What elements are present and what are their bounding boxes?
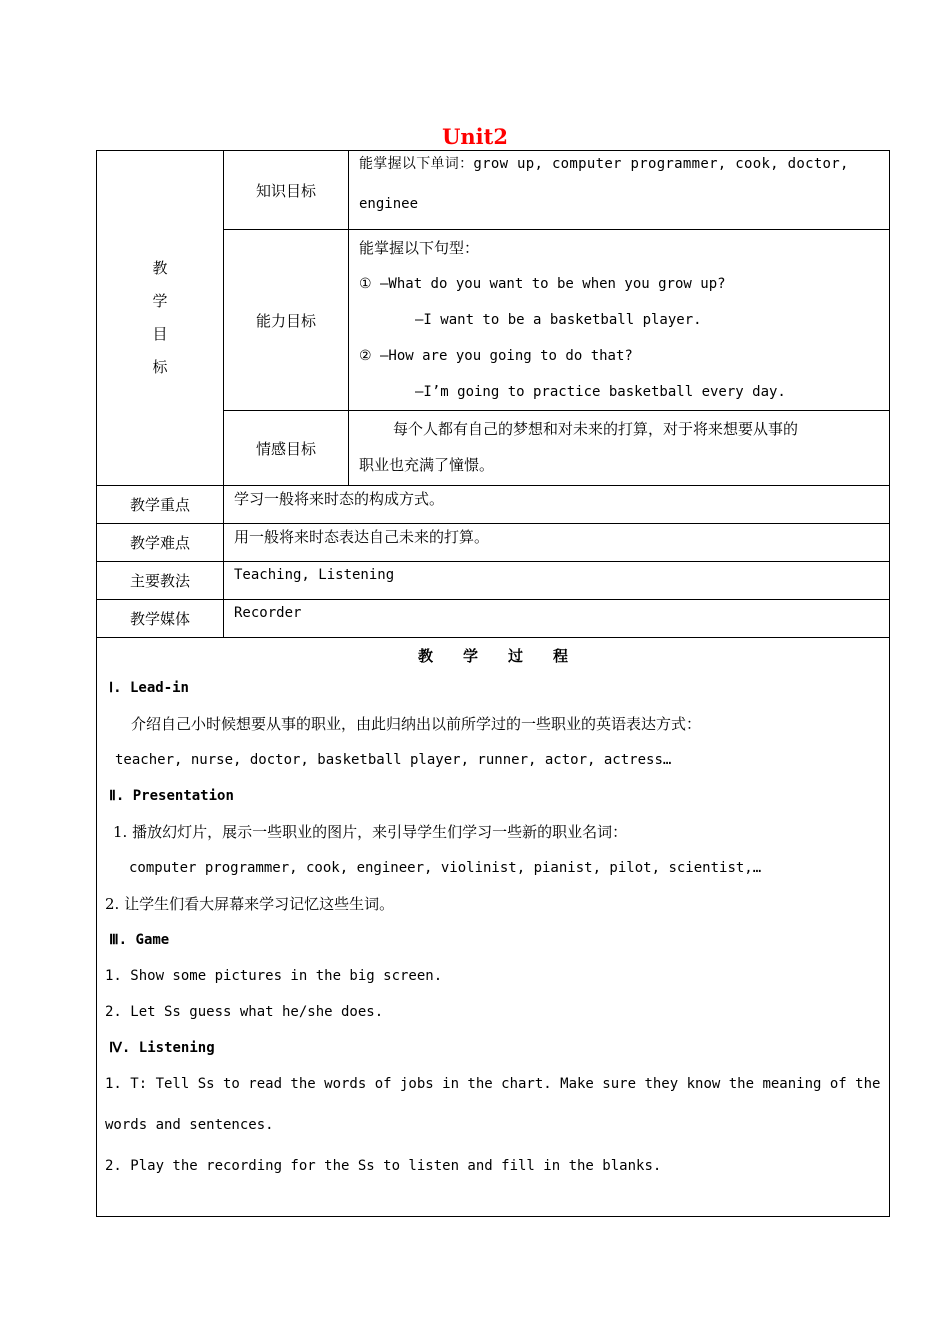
objective-row-knowledge	[97, 151, 890, 230]
section-presentation	[105, 778, 881, 922]
section-line: 介绍自己小时候想要从事的职业，由此归纳出以前所学过的一些职业的英语表达方式：	[131, 715, 702, 733]
info-label: 教学难点	[97, 524, 224, 562]
section-line: 2. Let Ss guess what he/she does.	[105, 1004, 384, 1020]
section-line: teacher, nurse, doctor, basketball player, runner, actor, actress…	[115, 752, 672, 768]
process-row	[97, 638, 890, 1217]
section-line: 2. Play the recording for the Ss to listen and fill in the blanks.	[105, 1158, 662, 1174]
section-line: 1. Show some pictures in the big screen.	[105, 968, 443, 984]
process-cell	[97, 638, 890, 1217]
lesson-plan-table	[96, 150, 890, 1217]
info-label: 教学重点	[97, 486, 224, 524]
ability-label: 能力目标	[224, 230, 349, 411]
document-title: Unit2	[442, 124, 508, 149]
info-row-difficulty	[97, 524, 890, 562]
section-line: words and sentences.	[105, 1117, 274, 1133]
emotion-content	[349, 411, 890, 486]
section-lead-in	[105, 670, 881, 778]
group-label-char: 学	[152, 292, 168, 310]
ability-line: —I’m going to practice basketball every day.	[415, 384, 786, 400]
ability-content	[349, 230, 890, 411]
section-heading: Ⅳ. Listening	[109, 1040, 215, 1056]
info-label: 教学媒体	[97, 600, 224, 638]
group-label-char: 目	[152, 325, 168, 343]
ability-line: 能掌握以下句型：	[359, 239, 480, 257]
ability-line: ① —What do you want to be when you grow up?	[359, 276, 726, 292]
ability-line: ② —How are you going to do that?	[359, 348, 633, 364]
section-heading: Ⅱ. Presentation	[109, 788, 234, 804]
section-line: computer programmer, cook, engineer, violinist, pianist, pilot, scientist,…	[129, 860, 762, 876]
emotion-label: 情感目标	[224, 411, 349, 486]
section-line: 1. T: Tell Ss to read the words of jobs in the chart. Make sure they know the meaning of the	[105, 1076, 881, 1092]
info-value: Recorder	[224, 600, 890, 638]
section-game	[105, 922, 881, 1030]
section-listening	[105, 1030, 881, 1184]
objectives-group-label	[97, 151, 224, 486]
section-heading: Ⅰ. Lead-in	[109, 680, 189, 696]
ability-line: —I want to be a basketball player.	[415, 312, 702, 328]
emotion-line: 每个人都有自己的梦想和对未来的打算，对于将来想要从事的	[393, 420, 799, 438]
emotion-line: 职业也充满了憧憬。	[359, 456, 495, 474]
knowledge-line: enginee	[359, 196, 419, 212]
knowledge-label: 知识目标	[224, 151, 349, 230]
group-label-char: 教	[152, 259, 168, 277]
process-heading: 教学过程	[417, 647, 598, 665]
info-value: Teaching, Listening	[224, 562, 890, 600]
info-value: 学习一般将来时态的构成方式。	[224, 486, 890, 524]
section-line: 1. 播放幻灯片，展示一些职业的图片，来引导学生们学习一些新的职业名词：	[113, 823, 628, 841]
info-row-media	[97, 600, 890, 638]
group-label-char: 标	[152, 358, 168, 376]
info-label: 主要教法	[97, 562, 224, 600]
knowledge-content	[349, 151, 890, 230]
section-line: 2. 让学生们看大屏幕来学习记忆这些生词。	[105, 895, 395, 913]
info-row-key-point	[97, 486, 890, 524]
section-heading: Ⅲ. Game	[109, 932, 170, 948]
info-value: 用一般将来时态表达自己未来的打算。	[224, 524, 890, 562]
info-row-method	[97, 562, 890, 600]
knowledge-line: 能掌握以下单词：grow up, computer programmer, cook, doctor,	[359, 156, 849, 172]
